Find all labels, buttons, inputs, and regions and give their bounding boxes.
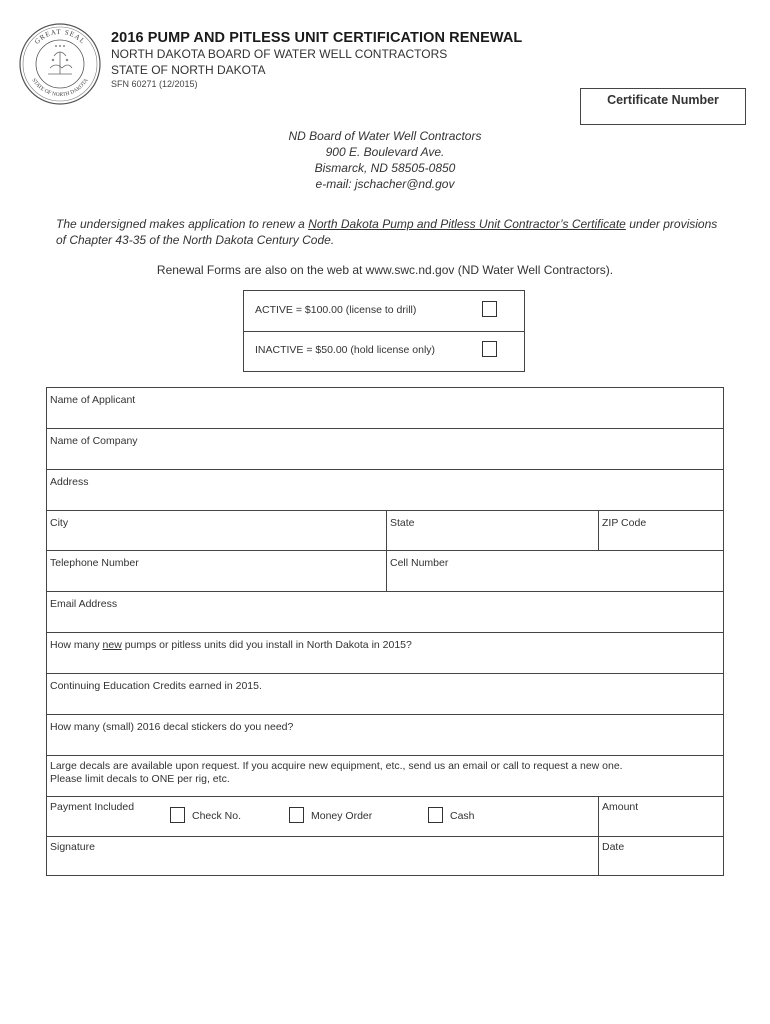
zip-field[interactable] [598,511,723,550]
telephone-field[interactable] [47,551,386,591]
seal-text-bottom: STATE OF NORTH DAKOTA [30,77,90,99]
intro-text-start: The undersigned makes application to renew a [56,217,309,231]
money-order-checkbox[interactable] [289,807,304,823]
large-decals-note [47,756,723,797]
signature-field[interactable] [47,837,598,875]
payment-row [47,797,723,837]
web-note: Renewal Forms are also on the web at www.swc.nd.gov (ND Water Well Contractors). [156,263,614,277]
cash-checkbox[interactable] [428,807,443,823]
cell-field[interactable] [386,551,723,591]
fee-option-inactive [244,331,524,371]
fee-inactive-label: INACTIVE = $50.00 (hold license only) [255,344,436,356]
certificate-name: North Dakota Pump and Pitless Unit Contractor’s Certificate [308,217,626,231]
decals-label: How many (small) 2016 decal stickers do you need? [50,721,294,733]
decals-field[interactable] [47,715,723,756]
signature-label: Signature [50,841,95,853]
pumps-installed-label [50,639,412,651]
city-state-zip-row [47,511,723,551]
certificate-number-label: Certificate Number [607,93,719,107]
address-line-1: ND Board of Water Well Contractors [288,129,482,143]
address-label: Address [50,476,89,488]
mailing-address [0,128,770,192]
date-label: Date [602,841,625,853]
fee-active-checkbox[interactable] [482,301,497,317]
email-field[interactable] [47,592,723,633]
telephone-label: Telephone Number [50,557,139,569]
company-field[interactable] [47,429,723,470]
phone-row [47,551,723,592]
pumps-question-end: pumps or pitless units did you install in North Dakota in 2015? [121,639,412,651]
state-field[interactable] [386,511,598,550]
email-label: Email Address [50,598,118,610]
pumps-installed-field[interactable] [47,633,723,674]
fee-selection-box [243,290,525,372]
money-order-label: Money Order [311,810,373,822]
address-line-2: 900 E. Boulevard Ave. [325,145,445,159]
svg-text:GREAT SEAL [33,28,87,46]
pumps-question-start: How many [50,639,103,651]
certificate-number-box[interactable] [580,88,746,125]
check-label: Check No. [192,810,242,822]
date-field[interactable] [598,837,723,875]
signature-row [47,837,723,875]
cell-label: Cell Number [390,557,449,569]
board-name: NORTH DAKOTA BOARD OF WATER WELL CONTRACTORS [111,47,448,61]
fee-inactive-checkbox[interactable] [482,341,497,357]
large-decals-line-2: Please limit decals to ONE per rig, etc. [50,773,230,785]
fee-active-label: ACTIVE = $100.00 (license to drill) [255,304,417,316]
state-seal-logo [18,22,102,106]
check-checkbox[interactable] [170,807,185,823]
seal-text-top: GREAT SEAL [32,27,88,46]
ce-credits-label: Continuing Education Credits earned in 2015. [50,680,262,692]
address-field[interactable] [47,470,723,511]
form-title: 2016 PUMP AND PITLESS UNIT CERTIFICATION RENEWAL [111,30,523,46]
form-number: SFN 60271 (12/2015) [111,79,198,89]
applicant-field[interactable] [47,388,723,429]
company-label: Name of Company [50,435,138,447]
address-line-3: Bismarck, ND 58505-0850 [314,161,456,175]
amount-label: Amount [602,801,639,813]
cash-label: Cash [450,810,475,822]
city-label: City [50,517,69,529]
large-decals-line-1: Large decals are available upon request. If you acquire new equipment, etc., send us an email or call to request a new one. [50,760,623,772]
address-email: e-mail: jschacher@nd.gov [315,177,455,191]
intro-paragraph [56,216,726,248]
pumps-question-new: new [102,639,122,651]
application-form [46,387,724,876]
amount-field[interactable] [598,797,723,836]
ce-credits-field[interactable] [47,674,723,715]
state-name: STATE OF NORTH DAKOTA [111,63,266,77]
payment-label: Payment Included [50,801,135,813]
zip-label: ZIP Code [602,517,647,529]
city-field[interactable] [47,511,386,550]
fee-option-active [244,291,524,332]
payment-field [47,797,598,836]
applicant-label: Name of Applicant [50,394,136,406]
state-label: State [390,517,415,529]
large-decals-text [50,760,623,786]
intro-text-end: under provisions of Chapter 43-35 of the North Dakota Century Code. [56,217,718,247]
